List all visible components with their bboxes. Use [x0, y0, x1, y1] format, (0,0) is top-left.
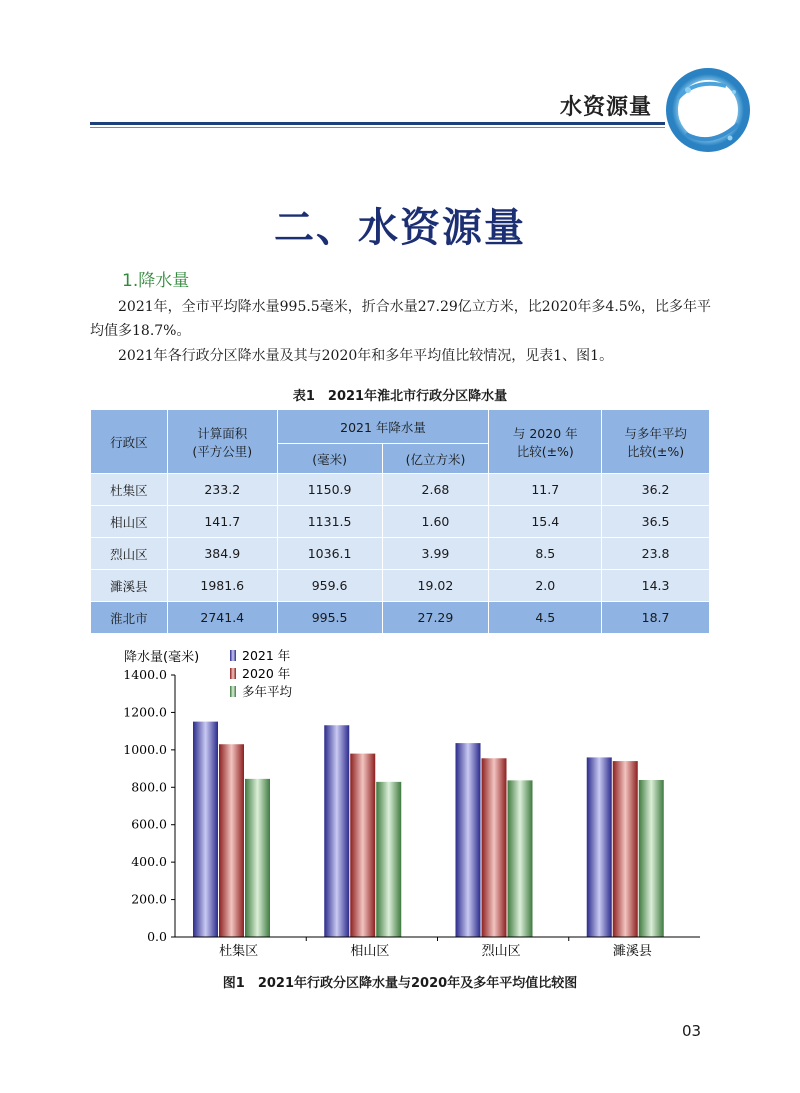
bar-濉溪县-多年平均 [639, 780, 664, 937]
x-tick-label: 烈山区 [481, 944, 521, 959]
cell: 1150.9 [277, 474, 382, 506]
header-rule [90, 122, 665, 125]
bar-烈山区-多年平均 [508, 780, 533, 937]
legend-label: 多年平均 [242, 684, 293, 699]
cell: 19.02 [382, 570, 489, 602]
cell: 濉溪县 [91, 570, 168, 602]
figure-caption: 图1 2021年行政分区降水量与2020年及多年平均值比较图 [222, 976, 578, 991]
rainfall-bar-chart [90, 645, 730, 965]
y-tick-label: 400.0 [131, 854, 167, 870]
cell: 959.6 [277, 570, 382, 602]
cell: 36.2 [602, 474, 710, 506]
header-rule-thin [90, 127, 665, 128]
cell: 27.29 [382, 602, 489, 634]
cell: 15.4 [489, 506, 602, 538]
water-swirl-logo-icon [666, 68, 750, 152]
chapter-header-title: 水资源量 [560, 95, 653, 120]
cell: 8.5 [489, 538, 602, 570]
cell: 995.5 [277, 602, 382, 634]
header-volume: (亿立方米) [382, 444, 489, 474]
y-tick-label: 200.0 [131, 891, 167, 907]
table-row-total [91, 602, 710, 634]
cell: 2741.4 [167, 602, 277, 634]
bar-相山区-2021年 [324, 725, 349, 937]
cell: 2.68 [382, 474, 489, 506]
bar-相山区-2020年 [350, 754, 375, 937]
legend-swatch [230, 686, 236, 697]
cell: 384.9 [167, 538, 277, 570]
table-row [91, 570, 710, 602]
bar-杜集区-2020年 [219, 744, 244, 937]
cell: 烈山区 [91, 538, 168, 570]
y-axis-label: 降水量(毫米) [124, 650, 200, 665]
y-tick-label: 0.0 [147, 929, 167, 944]
header-area-unit: (平方公里) [192, 443, 253, 459]
header-area [167, 410, 277, 474]
bar-相山区-多年平均 [376, 782, 401, 937]
bar-濉溪县-2020年 [613, 761, 638, 937]
bar-濉溪县-2021年 [587, 757, 612, 937]
cell: 1131.5 [277, 506, 382, 538]
cell: 1981.6 [167, 570, 277, 602]
table-row [91, 506, 710, 538]
header-mm: (毫米) [277, 444, 382, 474]
legend-label: 2020 年 [242, 666, 291, 681]
x-tick-label: 濉溪县 [612, 944, 652, 959]
cell: 1.60 [382, 506, 489, 538]
cell: 淮北市 [91, 602, 168, 634]
rainfall-table [90, 409, 710, 634]
header-cmp2020-unit: 比较(±%) [516, 443, 574, 459]
header-cmp2020 [489, 410, 602, 474]
y-tick-label: 1400.0 [123, 667, 167, 682]
cell: 3.99 [382, 538, 489, 570]
y-tick-label: 1200.0 [123, 704, 167, 720]
header-cmpavg-label: 与多年平均 [624, 425, 687, 441]
y-tick-label: 600.0 [131, 816, 167, 832]
paragraph-1: 2021年，全市平均降水量995.5毫米，折合水量27.29亿立方米，比2020年多4.5%，比多年平均值多18.7%。 [90, 299, 711, 339]
cell: 18.7 [602, 602, 710, 634]
cell: 14.3 [602, 570, 710, 602]
bar-杜集区-多年平均 [245, 779, 270, 937]
header-cmpavg-unit: 比较(±%) [627, 443, 685, 459]
table-row [91, 474, 710, 506]
cell: 233.2 [167, 474, 277, 506]
y-tick-label: 1000.0 [123, 741, 167, 757]
header-cmp2020-label: 与 2020 年 [512, 425, 578, 441]
cell: 36.5 [602, 506, 710, 538]
table-row [91, 538, 710, 570]
cell: 1036.1 [277, 538, 382, 570]
header-cmpavg [602, 410, 710, 474]
legend-label: 2021 年 [242, 648, 291, 663]
cell: 杜集区 [91, 474, 168, 506]
legend-swatch [230, 650, 236, 661]
table-caption: 表1 2021年淮北市行政分区降水量 [292, 389, 508, 404]
cell: 141.7 [167, 506, 277, 538]
page-number: 03 [682, 1022, 702, 1040]
cell: 23.8 [602, 538, 710, 570]
cell: 4.5 [489, 602, 602, 634]
cell: 11.7 [489, 474, 602, 506]
bar-杜集区-2021年 [193, 722, 218, 937]
y-tick-label: 800.0 [131, 779, 167, 795]
header-district: 行政区 [91, 410, 168, 474]
legend-swatch [230, 668, 236, 679]
page-title: 二、水资源量 [274, 205, 526, 251]
cell: 2.0 [489, 570, 602, 602]
section-heading: 1.降水量 [122, 271, 190, 291]
bar-烈山区-2020年 [482, 758, 507, 937]
x-tick-label: 相山区 [350, 944, 390, 959]
header-area-label: 计算面积 [197, 425, 248, 441]
cell: 相山区 [91, 506, 168, 538]
header-rain2021: 2021 年降水量 [277, 410, 489, 444]
paragraph-2: 2021年各行政分区降水量及其与2020年和多年平均值比较情况，见表1、图1。 [118, 348, 614, 364]
x-tick-label: 杜集区 [219, 944, 259, 959]
bar-烈山区-2021年 [456, 743, 481, 937]
